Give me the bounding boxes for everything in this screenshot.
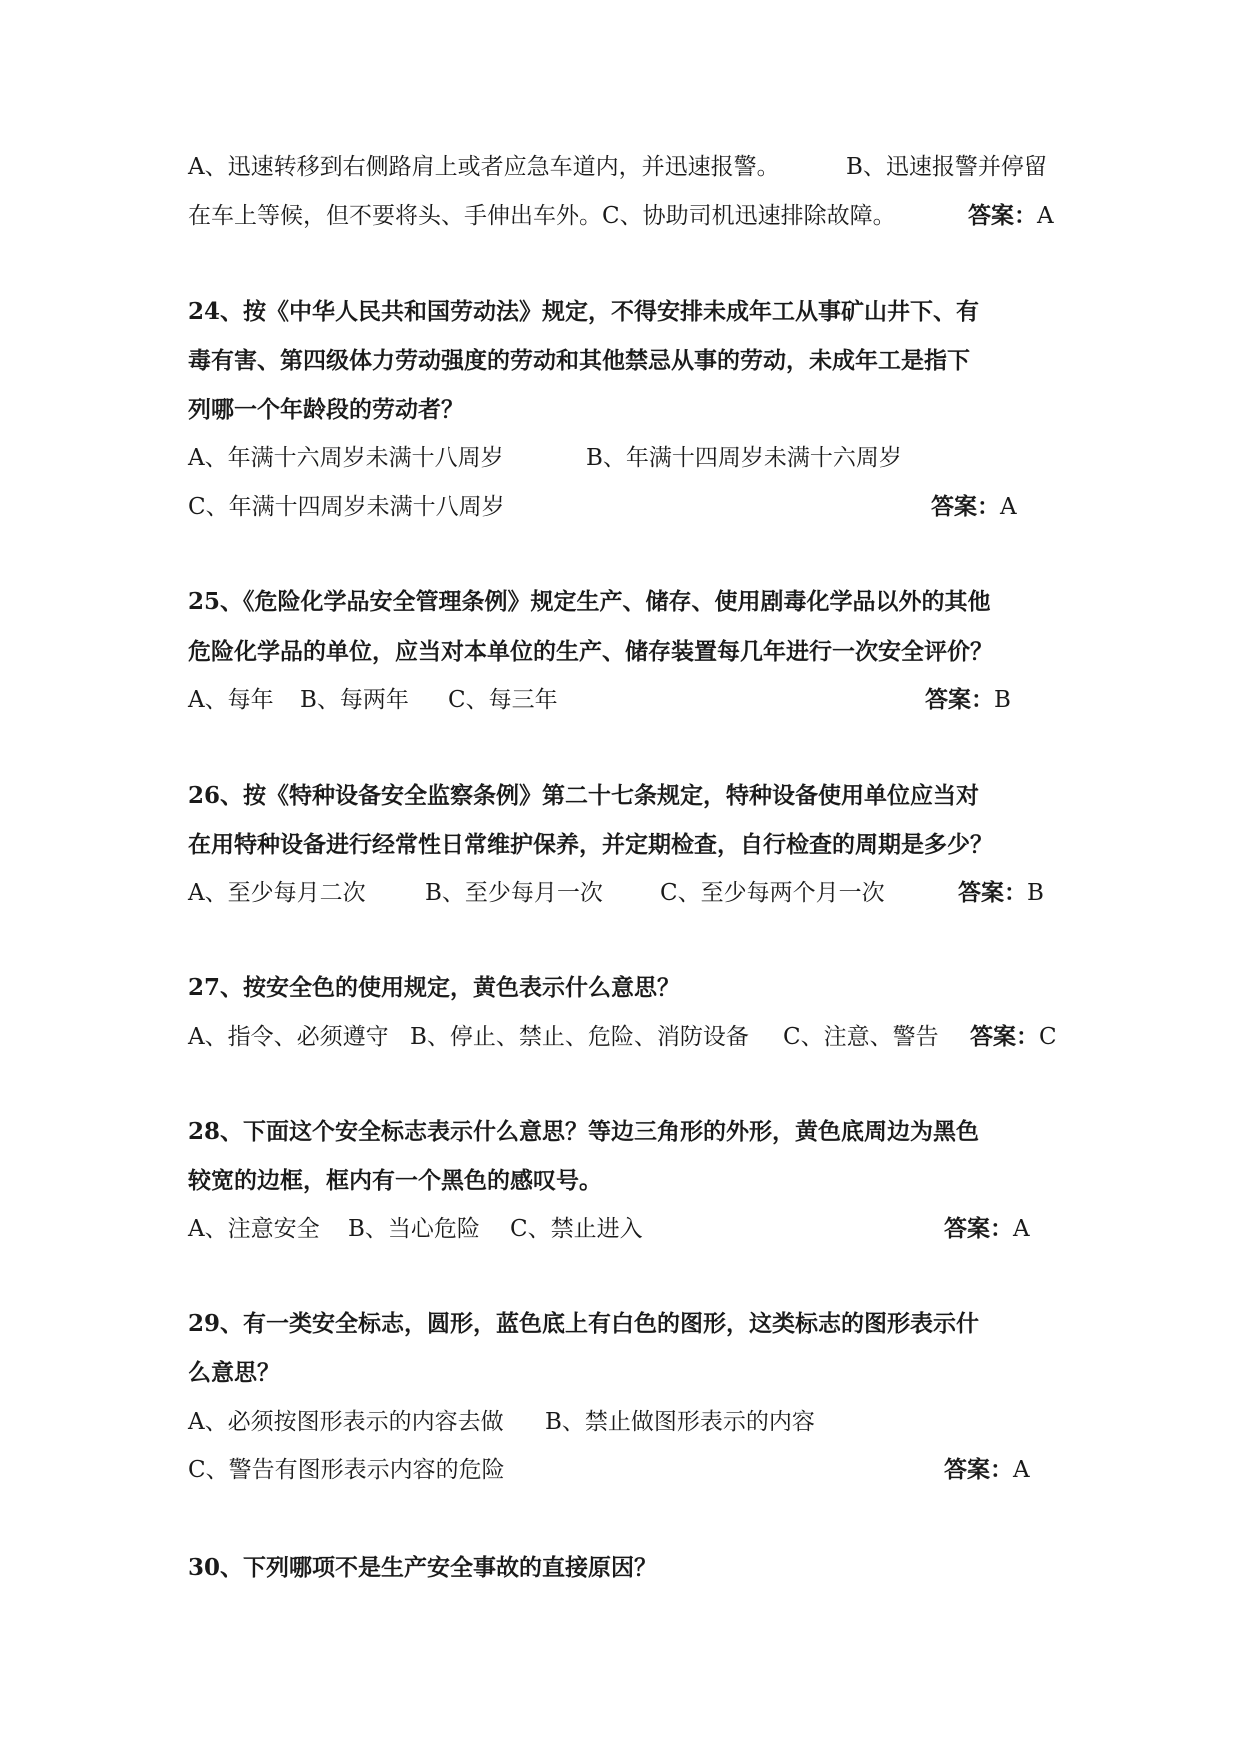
q26-text-line-1: 26、按《特种设备安全监察条例》第二十七条规定，特种设备使用单位应当对 [188, 782, 980, 809]
q25-option-b: B、每两年 [300, 687, 409, 713]
q24-text-line-2: 毒有害、第四级体力劳动强度的劳动和其他禁忌从事的劳动，未成年工是指下 [188, 347, 970, 374]
answer-label: 答案： [968, 202, 1037, 229]
q29-text-line-1: 29、有一类安全标志，圆形，蓝色底上有白色的图形，这类标志的图形表示什 [188, 1310, 980, 1337]
q27-option-b: B、停止、禁止、危险、消防设备 [410, 1024, 749, 1050]
answer-value: A [1000, 494, 1017, 520]
answer-label: 答案： [931, 493, 1000, 520]
q29-answer [944, 1455, 1030, 1485]
answer-label: 答案： [958, 879, 1027, 906]
q26-option-c: C、至少每两个月一次 [660, 880, 885, 906]
answer-label: 答案： [925, 686, 994, 713]
q25-text-line-1: 25、《危险化学品安全管理条例》规定生产、储存、使用剧毒化学品以外的其他 [188, 588, 991, 615]
q27-option-a: A、指令、必须遵守 [188, 1024, 389, 1050]
q27-answer [970, 1022, 1057, 1052]
q30-text-line-1: 30、下列哪项不是生产安全事故的直接原因？ [188, 1554, 658, 1581]
q29-option-b: B、禁止做图形表示的内容 [545, 1409, 815, 1435]
q24-option-c: C、年满十四周岁未满十八周岁 [188, 494, 505, 520]
q26-option-a: A、至少每月二次 [188, 880, 366, 906]
q26-answer [958, 878, 1044, 908]
q23-option-c: 在车上等候，但不要将头、手伸出车外。C、协助司机迅速排除故障。 [188, 203, 896, 229]
q29-option-a: A、必须按图形表示的内容去做 [188, 1409, 504, 1435]
q23-option-a: A、迅速转移到右侧路肩上或者应急车道内，并迅速报警。 [188, 154, 780, 180]
q25-answer [925, 685, 1011, 715]
q25-option-a: A、每年 [188, 687, 274, 713]
q23-answer [968, 201, 1054, 231]
q24-option-b: B、年满十四周岁未满十六周岁 [586, 445, 902, 471]
answer-value: B [994, 687, 1011, 713]
q29-option-c: C、警告有图形表示内容的危险 [188, 1457, 505, 1483]
answer-label: 答案： [944, 1215, 1013, 1242]
q24-answer [931, 492, 1017, 522]
q28-option-a: A、注意安全 [188, 1216, 320, 1242]
q26-option-b: B、至少每月一次 [425, 880, 603, 906]
q28-option-b: B、当心危险 [348, 1216, 480, 1242]
answer-value: B [1027, 880, 1044, 906]
answer-value: A [1013, 1216, 1030, 1242]
q29-text-line-2: 么意思？ [188, 1359, 280, 1386]
answer-value: A [1037, 203, 1054, 229]
q27-option-c: C、注意、警告 [783, 1024, 939, 1050]
answer-label: 答案： [944, 1456, 1013, 1483]
answer-value: C [1039, 1024, 1057, 1050]
q24-text-line-3: 列哪一个年龄段的劳动者？ [188, 396, 464, 423]
q28-option-c: C、禁止进入 [510, 1216, 643, 1242]
q25-option-c: C、每三年 [448, 687, 558, 713]
q27-text-line-1: 27、按安全色的使用规定，黄色表示什么意思？ [188, 974, 681, 1001]
q25-text-line-2: 危险化学品的单位，应当对本单位的生产、储存装置每几年进行一次安全评价？ [188, 638, 993, 665]
q28-text-line-2: 较宽的边框，框内有一个黑色的感叹号。 [188, 1167, 602, 1194]
q24-text-line-1: 24、按《中华人民共和国劳动法》规定，不得安排未成年工从事矿山井下、有 [188, 298, 980, 325]
answer-label: 答案： [970, 1023, 1039, 1050]
q28-text-line-1: 28、下面这个安全标志表示什么意思？等边三角形的外形，黄色底周边为黑色 [188, 1118, 980, 1145]
q28-answer [944, 1214, 1030, 1244]
q26-text-line-2: 在用特种设备进行经常性日常维护保养，并定期检查，自行检查的周期是多少？ [188, 831, 993, 858]
q23-option-b: B、迅速报警并停留 [846, 154, 1047, 180]
q24-option-a: A、年满十六周岁未满十八周岁 [188, 445, 504, 471]
answer-value: A [1013, 1457, 1030, 1483]
